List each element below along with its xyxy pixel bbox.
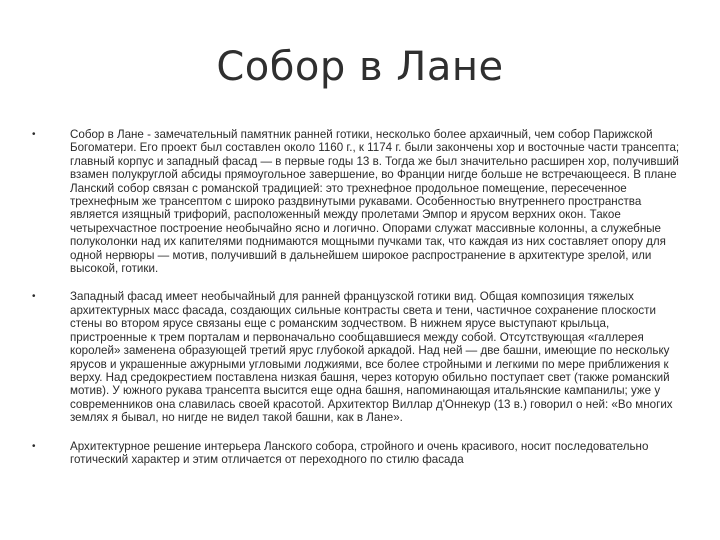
slide-title: Собор в Лане bbox=[216, 44, 504, 90]
bullet-list bbox=[32, 128, 682, 466]
bullet-item-1 bbox=[32, 128, 682, 275]
bullet-marker: • bbox=[32, 129, 36, 140]
bullet-marker: • bbox=[32, 291, 36, 303]
bullet-text: Собор в Лане - замечательный памятник ранней готики, несколько более архаичный, чем собор Парижской Богоматери. Его проект был составлен около 1160 г., к 1174 г. были закончены хор и восточные части трансепта; главный корпус и западный фасад — в первые годы 13 в. Тогда же был значительно расширен хор, получивший взамен полукруглой абсиды прямоугольное завершение, во Франции нигде больше не встречающееся. В плане Ланский собор связан с романской традицией: это трехнефное продольное помещение, пересеченное трехнефным же трансептом с широко раздвинутыми рукавами. Особенностью внутреннего пространства является изящный трифорий, расположенный между пролетами Эмпор и ярусом верхних окон. Такое четырехчастное построение необычайно ясно и логично. Опорами служат массивные колонны, а служебные полуколонки над их капителями поднимаются мощными пучками так, что каждая из них составляет опору для одной нервюры — мотив, получивший в дальнейшем широкое распространение в архитектуре зрелой, или высокой, готики. bbox=[70, 128, 680, 276]
bullet-item-2 bbox=[32, 290, 682, 424]
bullet-marker: • bbox=[32, 440, 36, 452]
bullet-text: Западный фасад имеет необычайный для ранней французской готики вид. Общая композиция тяжелых архитектурных масс фасада, создающих сильные контрасты света и тени, частичное сохранение плоскости стены во втором ярусе связаны еще с романским зодчеством. В нижнем ярусе выступают крыльца, пристроенные к трем порталам и первоначально сообщавшиеся между собой. Отсутствующая «галлерея королей» заменена образующей третий ярус глубокой аркадой. Над ней — две башни, имеющие по нескольку ярусов и украшенные ажурными угловыми лоджиями, все более стройными и легкими по мере приближения к верху. Над средокрестием поставлена низкая башня, через которую обильно поступает свет (также романский мотив). У южного рукава трансепта высится еще одна башня, напоминающая итальянские кампанилы; уже у современников она славилась своей красотой. Архитектор Виллар д'Оннекур (13 в.) говорил о ней: «Во многих землях я бывал, но нигде не видел такой башни, как в Лане». bbox=[70, 290, 673, 425]
bullet-text: Архитектурное решение интерьера Ланского собора, стройного и очень красивого, носит последовательно готический характер и этим отличается от переходного по стилю фасада bbox=[70, 439, 649, 466]
bullet-item-3 bbox=[32, 440, 682, 467]
